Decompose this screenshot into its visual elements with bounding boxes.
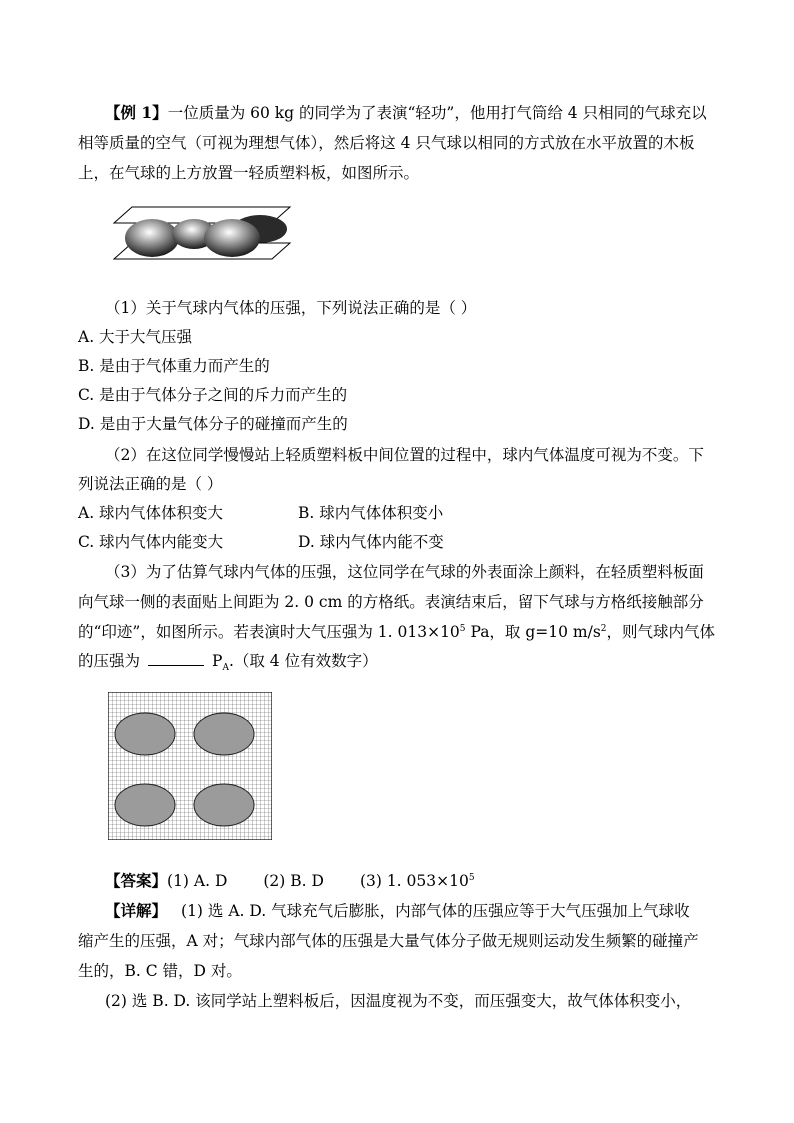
q3-line-2: 向气球一侧的表面贴上间距为 2. 0 cm 的方格纸。表演结束后，留下气球与方格纸接触部分 <box>78 593 704 611</box>
print-bottom-left <box>115 784 175 826</box>
explain-line-1: 【详解】 (1) 选 A. D. 气球充气后膨胀，内部气体的压强应等于大气压强加上气球收 <box>105 901 690 920</box>
q2-option-c: C. 球内气体内能变大 <box>78 533 224 551</box>
balloon-board-figure <box>112 201 292 265</box>
q1-option-a: A. 大于大气压强 <box>78 328 193 346</box>
explain-line-3: 生的，B. C 错，D 对。 <box>78 962 242 980</box>
q1-option-d: D. 是由于大量气体分子的碰撞而产生的 <box>78 415 348 433</box>
q3-line-4: 的压强为 $P_A$.（取 4 位有效数字） <box>78 652 378 674</box>
q2-options-row-1 <box>78 503 728 523</box>
q2-option-b: B. 球内气体体积变小 <box>298 504 444 522</box>
answer-1: (1) A. D <box>167 872 228 890</box>
answer-3: (3) 1. $053\times 10^5$ <box>359 872 475 890</box>
example-line-1: 【例 1】一位质量为 60 kg 的同学为了表演“轻功”，他用打气筒给 4 只相同的气球充以 <box>105 103 707 122</box>
q2-stem-line-1: （2）在这位同学慢慢站上轻质塑料板中间位置的过程中，球内气体温度可视为不变。下 <box>105 446 704 464</box>
explain-line-4: (2) 选 B. D. 该同学站上塑料板后，因温度视为不变，而压强变大，故气体体积变小， <box>105 992 692 1010</box>
answer-blank <box>148 651 204 666</box>
q2-option-a: A. 球内气体体积变大 <box>78 504 224 522</box>
q2-options-row-2 <box>78 532 728 552</box>
answer-label: 【答案】 <box>105 871 168 890</box>
example-line-3: 上，在气球的上方放置一轻质塑料板，如图所示。 <box>78 164 420 182</box>
balloon-front-right <box>204 219 260 257</box>
q1-option-b: B. 是由于气体重力而产生的 <box>78 357 270 375</box>
print-top-left <box>115 713 175 755</box>
q2-stem-line-2: 列说法正确的是（ ） <box>78 475 223 493</box>
grid-paper-figure <box>108 692 272 840</box>
print-top-right <box>194 713 254 755</box>
q2-option-d: D. 球内气体内能不变 <box>298 533 444 551</box>
balloon-front-left <box>125 219 179 257</box>
print-bottom-right <box>194 784 254 826</box>
q1-stem: （1）关于气球内气体的压强，下列说法正确的是（ ） <box>105 299 477 317</box>
explain-label: 【详解】 <box>105 901 168 920</box>
explain-line-2: 缩产生的压强，A 对；气球内部气体的压强是大量气体分子做无规则运动发生频繁的碰撞产 <box>78 932 699 950</box>
q3-line-3: 的“印迹”，如图所示。若表演时大气压强为 1. $013\times 10^5$ Pa，取 g=10 $m/s^2$，则气球内气体 <box>78 623 716 641</box>
example-line-2: 相等质量的空气（可视为理想气体），然后将这 4 只气球以相同的方式放在水平放置的木板 <box>78 134 695 152</box>
answer-2: (2) B. D <box>263 872 324 890</box>
example-label: 【例 1】 <box>105 103 168 122</box>
q3-line-1: （3）为了估算气球内气体的压强，这位同学在气球的外表面涂上颜料，在轻质塑料板面 <box>105 563 704 581</box>
answer-line <box>78 871 728 891</box>
q1-option-c: C. 是由于气体分子之间的斥力而产生的 <box>78 386 348 404</box>
